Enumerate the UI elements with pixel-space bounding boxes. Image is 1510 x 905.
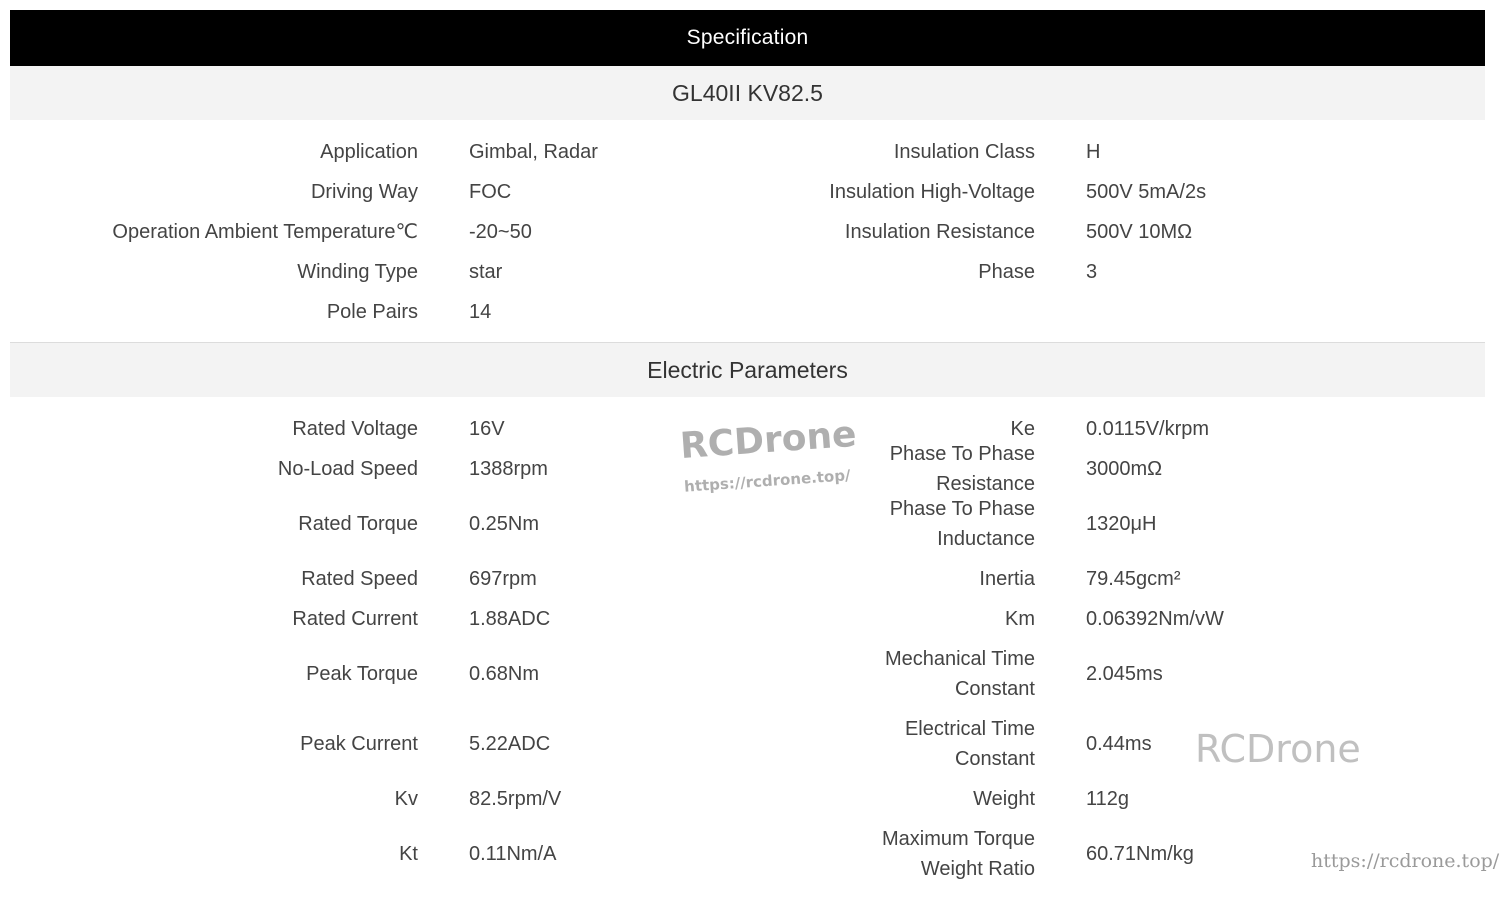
model-name: GL40II KV82.5 — [672, 79, 823, 106]
table-row — [10, 409, 1485, 449]
table-row — [10, 172, 1485, 212]
specification-title: Specification — [686, 26, 809, 49]
label-phase-inductance — [795, 494, 1035, 554]
label-kv: Kv — [394, 788, 418, 810]
label-electrical-time-constant-line-2: Constant — [954, 748, 1035, 770]
table-row — [10, 559, 1485, 599]
label-application: Application — [320, 141, 418, 163]
value-inertia: 79.45gcm² — [1086, 568, 1181, 590]
label-kt: Kt — [399, 843, 418, 865]
label-torque-weight-ratio — [795, 824, 1035, 884]
value-torque-weight-ratio: 60.71Nm/kg — [1086, 843, 1194, 865]
value-application: Gimbal, Radar — [469, 141, 598, 163]
label-ke: Ke — [1010, 418, 1035, 440]
value-rated-torque: 0.25Nm — [469, 513, 540, 535]
label-peak-torque: Peak Torque — [306, 663, 418, 685]
value-driving-way: FOC — [469, 181, 512, 203]
label-torque-weight-ratio-line-1: Maximum Torque — [881, 828, 1035, 850]
label-electrical-time-constant-line-1: Electrical Time — [904, 718, 1035, 740]
value-rated-speed: 697rpm — [469, 568, 537, 590]
value-winding-type: star — [469, 261, 503, 283]
value-peak-torque: 0.68Nm — [469, 663, 540, 685]
watermark-brand-secondary: RCDrone — [1195, 727, 1361, 771]
value-ambient-temperature: -20~50 — [469, 221, 532, 243]
table-row — [10, 779, 1485, 819]
table-row — [10, 212, 1485, 252]
value-ke: 0.0115V/krpm — [1086, 418, 1210, 440]
table-row — [10, 599, 1485, 639]
value-no-load-speed: 1388rpm — [469, 458, 548, 480]
label-insulation-high-voltage: Insulation High-Voltage — [829, 181, 1035, 203]
model-rows — [10, 120, 1485, 342]
value-insulation-resistance: 500V 10MΩ — [1086, 221, 1193, 243]
value-mechanical-time-constant: 2.045ms — [1086, 663, 1163, 685]
specification-header — [10, 10, 1485, 66]
label-peak-current: Peak Current — [300, 733, 418, 755]
value-rated-current: 1.88ADC — [469, 608, 551, 630]
table-row — [10, 443, 1485, 495]
value-phase-resistance: 3000mΩ — [1086, 458, 1163, 480]
watermark-url: https://rcdrone.top/ — [683, 466, 852, 496]
value-pole-pairs: 14 — [469, 301, 492, 323]
label-no-load-speed: No-Load Speed — [277, 458, 418, 480]
table-row — [10, 489, 1485, 559]
label-torque-weight-ratio-line-2: Weight Ratio — [920, 858, 1035, 880]
label-pole-pairs: Pole Pairs — [326, 301, 418, 323]
value-phase-inductance: 1320μH — [1086, 513, 1157, 535]
table-row — [10, 132, 1485, 172]
specification-table — [10, 10, 1485, 889]
electric-section-title — [10, 343, 1485, 397]
label-mechanical-time-constant — [795, 644, 1035, 704]
table-row — [10, 292, 1485, 332]
label-mechanical-time-constant-line-1: Mechanical Time — [884, 648, 1035, 670]
electric-parameters-title: Electric Parameters — [647, 356, 848, 383]
electric-rows — [10, 397, 1485, 889]
table-row — [10, 639, 1485, 709]
label-km: Km — [1005, 608, 1035, 630]
label-ambient-temperature: Operation Ambient Temperature℃ — [112, 221, 418, 243]
label-insulation-class: Insulation Class — [893, 141, 1035, 163]
table-row — [10, 252, 1485, 292]
value-kt: 0.11Nm/A — [469, 843, 557, 865]
watermark-url-secondary: https://rcdrone.top/ — [1311, 850, 1500, 872]
label-rated-torque: Rated Torque — [298, 513, 418, 535]
label-driving-way: Driving Way — [310, 181, 418, 203]
label-phase-inductance-line-1: Phase To Phase — [889, 498, 1035, 520]
label-winding-type: Winding Type — [297, 261, 418, 283]
label-phase-resistance: Phase To Phase Resistance — [889, 443, 1035, 495]
model-section-title — [10, 66, 1485, 120]
label-electrical-time-constant — [795, 714, 1035, 774]
table-row — [10, 709, 1485, 779]
watermark-brand: RCDrone — [678, 413, 858, 468]
value-rated-voltage: 16V — [469, 418, 505, 440]
label-inertia: Inertia — [979, 568, 1035, 590]
label-weight: Weight — [973, 788, 1035, 810]
label-rated-voltage: Rated Voltage — [292, 418, 418, 440]
label-phase-inductance-line-2: Inductance — [937, 528, 1035, 550]
value-insulation-class: H — [1086, 141, 1101, 163]
label-insulation-resistance: Insulation Resistance — [844, 221, 1035, 243]
label-mechanical-time-constant-line-2: Constant — [954, 678, 1035, 700]
value-kv: 82.5rpm/V — [469, 788, 562, 810]
value-peak-current: 5.22ADC — [469, 733, 551, 755]
value-phase: 3 — [1086, 261, 1098, 283]
label-phase: Phase — [978, 261, 1035, 283]
value-electrical-time-constant: 0.44ms — [1086, 733, 1152, 755]
value-insulation-high-voltage: 500V 5mA/2s — [1086, 181, 1207, 203]
table-row — [10, 819, 1485, 889]
label-rated-speed: Rated Speed — [301, 568, 418, 590]
value-weight: 112g — [1086, 788, 1130, 810]
label-rated-current: Rated Current — [292, 608, 418, 630]
value-km: 0.06392Nm/vW — [1086, 608, 1224, 630]
